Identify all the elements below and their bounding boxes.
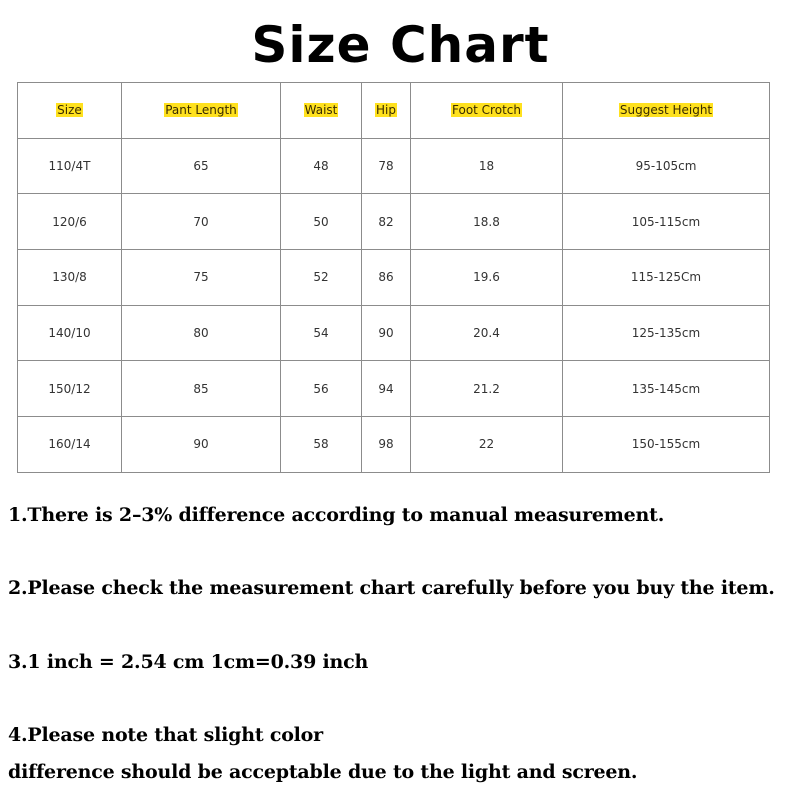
note-1: 1.There is 2–3% difference according to manual measurement. <box>8 504 665 526</box>
cell-size: 130/8 <box>18 250 122 306</box>
cell-pant-length: 70 <box>122 194 281 250</box>
cell-suggest-height: 135-145cm <box>563 361 770 417</box>
cell-waist: 50 <box>281 194 362 250</box>
cell-pant-length: 75 <box>122 250 281 306</box>
cell-pant-length: 80 <box>122 305 281 361</box>
table-row <box>18 417 770 473</box>
cell-size: 150/12 <box>18 361 122 417</box>
table-row <box>18 194 770 250</box>
header-pant-length: Pant Length <box>122 83 281 139</box>
cell-hip: 94 <box>362 361 411 417</box>
cell-foot-crotch: 20.4 <box>411 305 563 361</box>
cell-foot-crotch: 22 <box>411 417 563 473</box>
cell-hip: 98 <box>362 417 411 473</box>
note-2: 2.Please check the measurement chart carefully before you buy the item. <box>8 577 775 599</box>
cell-waist: 56 <box>281 361 362 417</box>
header-size: Size <box>18 83 122 139</box>
cell-hip: 90 <box>362 305 411 361</box>
note-4-continued: difference should be acceptable due to the light and screen. <box>8 761 638 783</box>
cell-waist: 48 <box>281 138 362 194</box>
cell-suggest-height: 105-115cm <box>563 194 770 250</box>
cell-hip: 78 <box>362 138 411 194</box>
header-foot-crotch: Foot Crotch <box>411 83 563 139</box>
cell-suggest-height: 95-105cm <box>563 138 770 194</box>
cell-pant-length: 90 <box>122 417 281 473</box>
cell-foot-crotch: 21.2 <box>411 361 563 417</box>
page-title: Size Chart <box>251 16 550 74</box>
table-row <box>18 138 770 194</box>
cell-foot-crotch: 19.6 <box>411 250 563 306</box>
header-waist: Waist <box>281 83 362 139</box>
table-header-row <box>18 83 770 139</box>
cell-suggest-height: 125-135cm <box>563 305 770 361</box>
cell-suggest-height: 115-125Cm <box>563 250 770 306</box>
size-chart-table <box>17 82 770 473</box>
note-3: 3.1 inch = 2.54 cm 1cm=0.39 inch <box>8 651 369 673</box>
cell-foot-crotch: 18.8 <box>411 194 563 250</box>
cell-waist: 54 <box>281 305 362 361</box>
table-row <box>18 361 770 417</box>
cell-waist: 58 <box>281 417 362 473</box>
note-4: 4.Please note that slight color <box>8 724 323 746</box>
table-row <box>18 250 770 306</box>
cell-hip: 82 <box>362 194 411 250</box>
header-hip: Hip <box>362 83 411 139</box>
cell-pant-length: 65 <box>122 138 281 194</box>
header-suggest-height: Suggest Height <box>563 83 770 139</box>
cell-hip: 86 <box>362 250 411 306</box>
cell-size: 160/14 <box>18 417 122 473</box>
cell-foot-crotch: 18 <box>411 138 563 194</box>
cell-size: 110/4T <box>18 138 122 194</box>
table-row <box>18 305 770 361</box>
cell-size: 120/6 <box>18 194 122 250</box>
cell-size: 140/10 <box>18 305 122 361</box>
cell-pant-length: 85 <box>122 361 281 417</box>
cell-suggest-height: 150-155cm <box>563 417 770 473</box>
cell-waist: 52 <box>281 250 362 306</box>
